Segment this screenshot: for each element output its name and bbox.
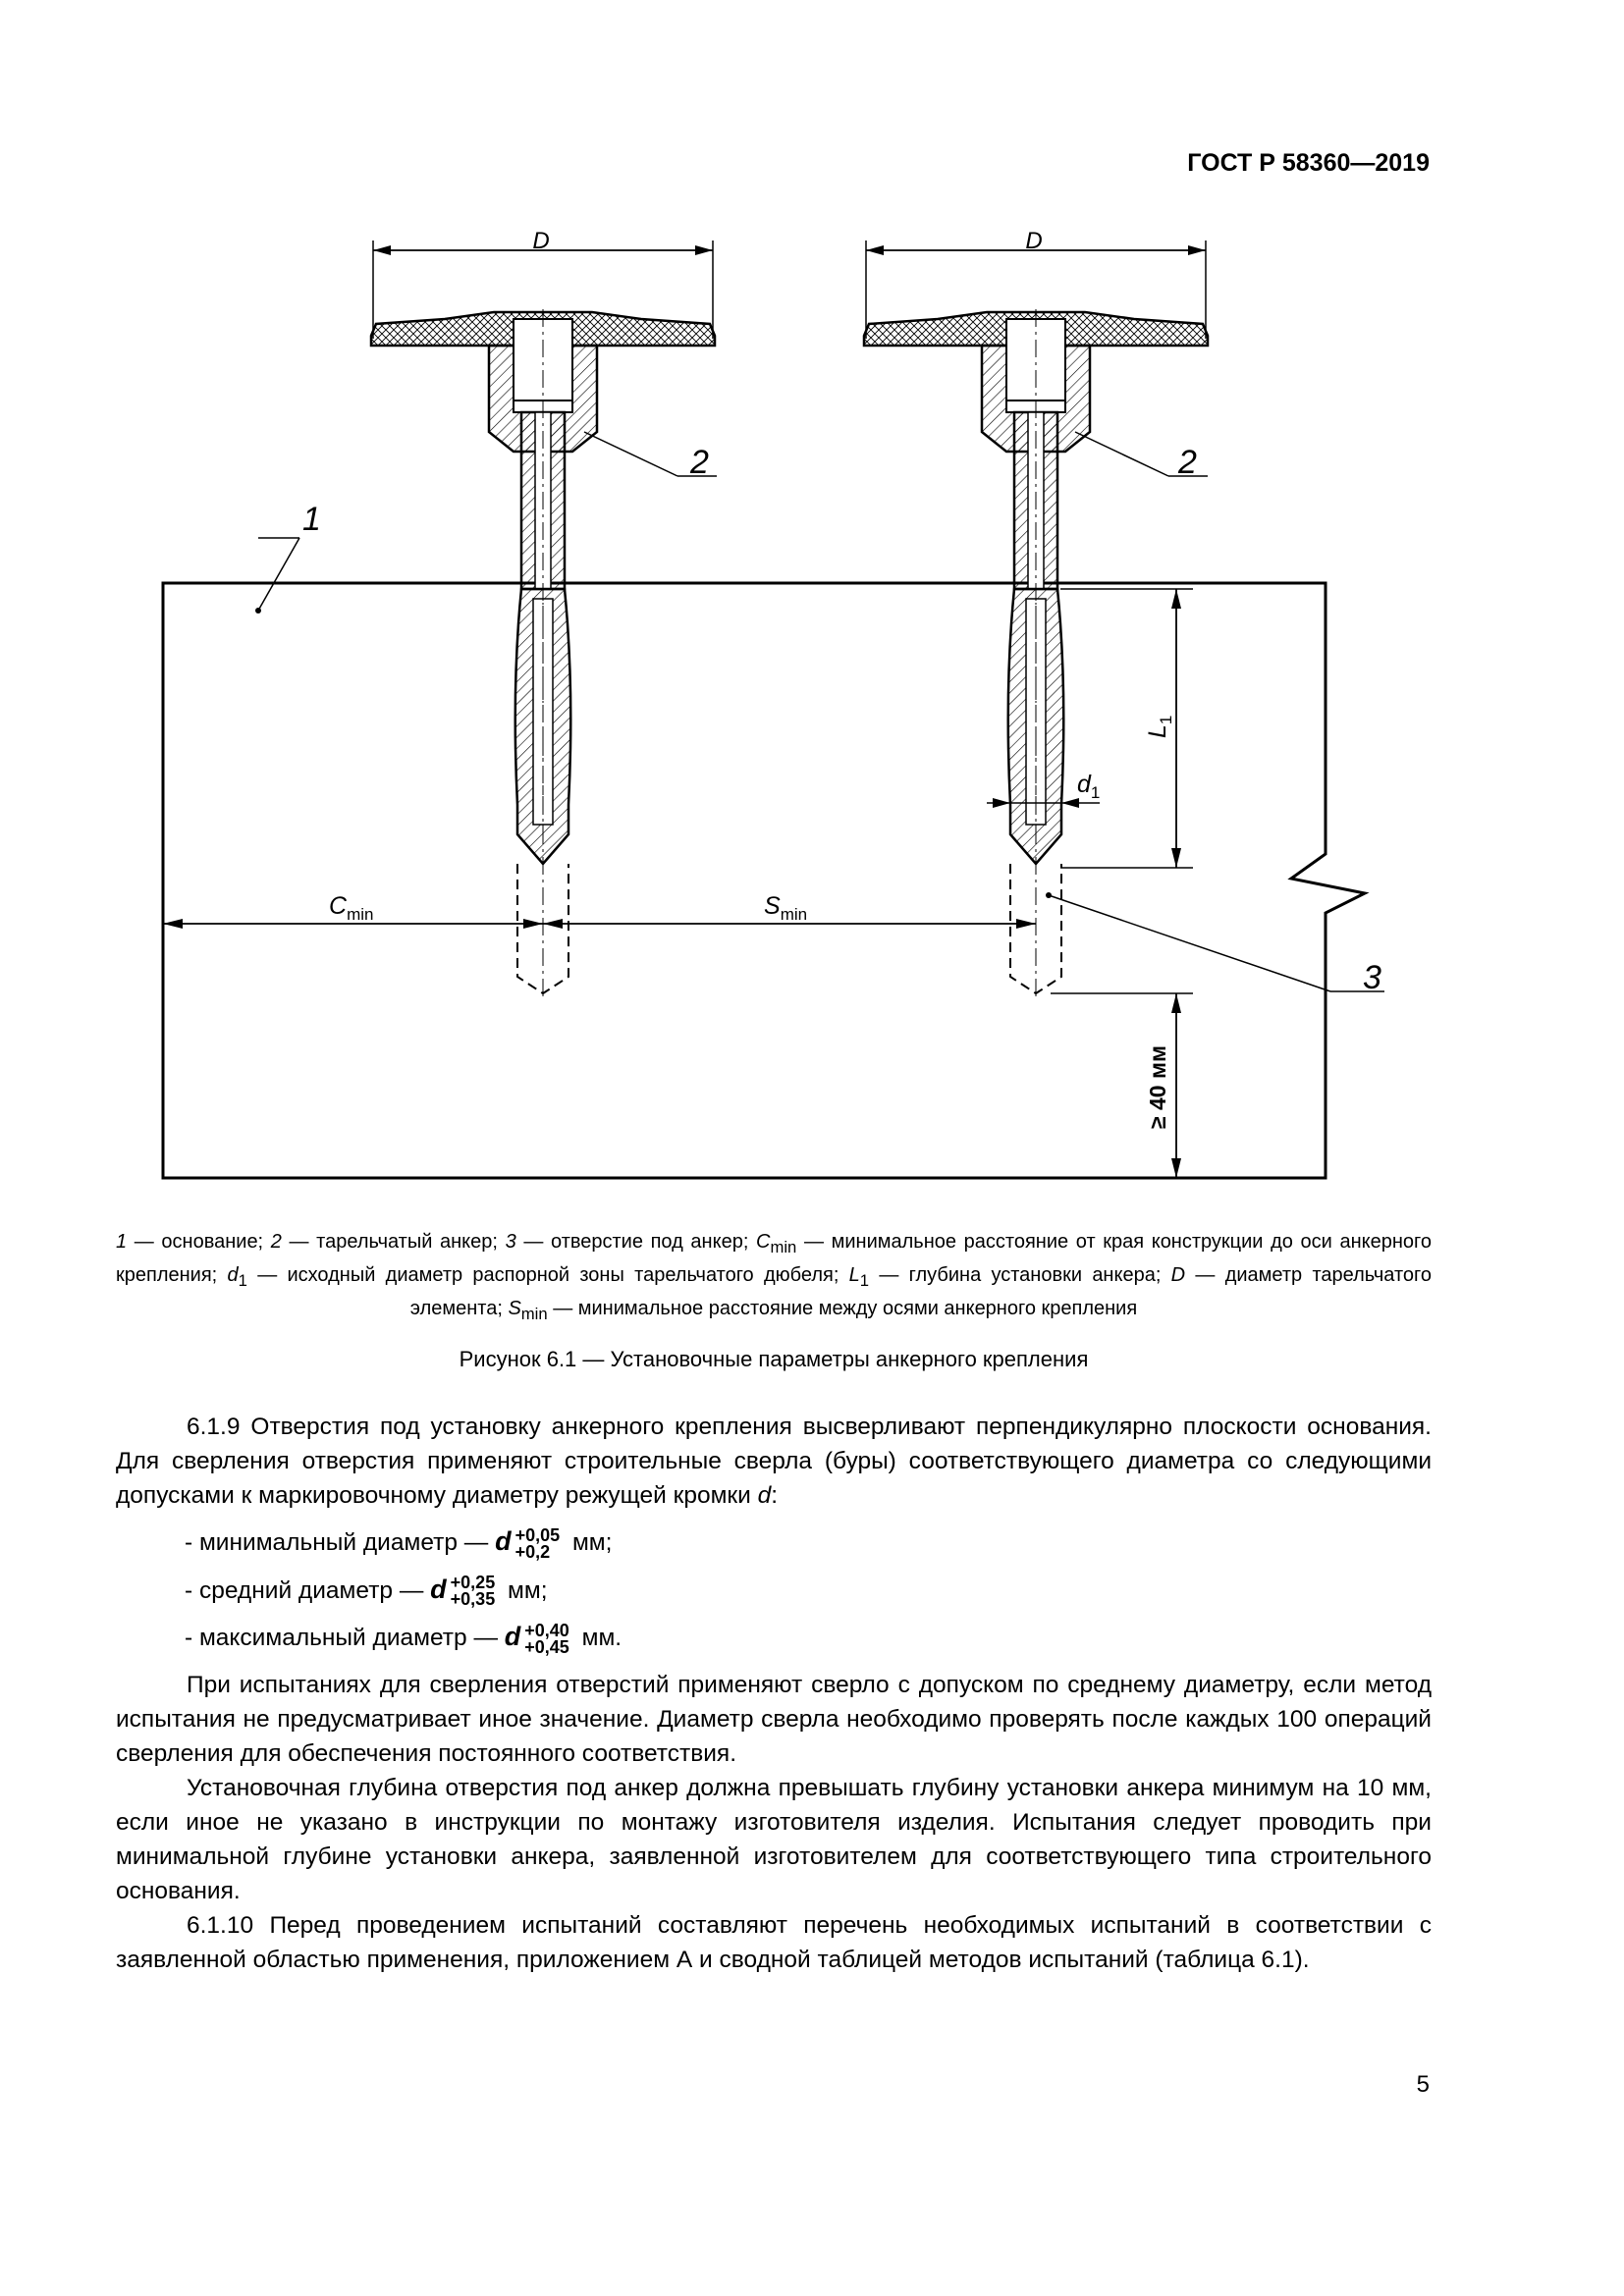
dim-d1: $d_1$ [1077,771,1101,802]
list-item-mid: - средний диаметр — d +0,25 +0,35 мм; [185,1573,548,1610]
paragraph-drilling: При испытаниях для сверления отверстий применяют сверло с допуском по среднему диаметру, если метод испытания не предусматривает иное значение. Диаметр сверла необходимо проверять после каждых 100 операций сверления для обеспечения постоянного соответствия. [116,1671,1432,1767]
label-2-right: 2 [1178,444,1197,481]
figure-caption: Рисунок 6.1 — Установочные параметры анкерного крепления [459,1347,1089,1371]
dim-depth: ≥ 40 мм [1145,1044,1170,1129]
label-3: 3 [1363,959,1381,996]
dim-D-right: D [1025,228,1043,254]
body-text [116,1410,1432,1977]
list-item-max: - максимальный диаметр — d +0,40 +0,45 мм. [185,1620,623,1657]
dim-C-min: $C_{min}$ [329,892,374,924]
base-block [163,583,1365,1178]
document-header: ГОСТ Р 58360—2019 [1187,149,1430,177]
paragraph-6-1-10: 6.1.10 Перед проведением испытаний составляют перечень необходимых испытаний в соответствии с заявленной областью применения, приложением А и сводной таблицей методов испытаний (таблица 6.1). [116,1911,1432,1973]
paragraph-depth: Установочная глубина отверстия под анкер должна превышать глубину установки анкера минимум на 10 мм, если иное не указано в инструкции по монтажу изготовителя изделия. Испытания следует проводить при минимальной глубине установки анкера, заявленной изготовителем для соответствующего типа строительного основания. [116,1774,1432,1904]
label-1: 1 [302,501,321,538]
dim-L1: $L_1$ [1144,715,1175,738]
label-2-left: 2 [690,444,709,481]
dim-D-left: D [532,228,550,254]
anchor-left [371,309,715,996]
list-item-min: - минимальный диаметр — d +0,05 +0,2 мм; [185,1524,613,1562]
page-number: 5 [1416,2071,1430,2098]
figure-legend: 1 — основание; 2 — тарельчатый анкер; 3 — отверстие под анкер; $C_{min}$ — минимальное расстояние от края конструкции до оси анкерного крепления; $d_1$ — исходный диаметр распорной зоны тарельчатого дюбеля; $L_1$ — глубина установки анкера; D — диаметр тарельчатого элемента; $S_{min}$ — минимальное расстояние между осями анкерного крепления [116,1231,1433,1323]
paragraph-6-1-9: 6.1.9 Отверстия под установку анкерного крепления высверливают перпендикулярно плоскости основания. Для сверления отверстия применяют строительные сверла (буры) соответствующего диаметра со следующими допусками к маркировочному диаметру режущей кромки d: [116,1414,1432,1509]
anchor-right [864,309,1208,996]
dim-S-min: $S_{min}$ [764,892,808,924]
